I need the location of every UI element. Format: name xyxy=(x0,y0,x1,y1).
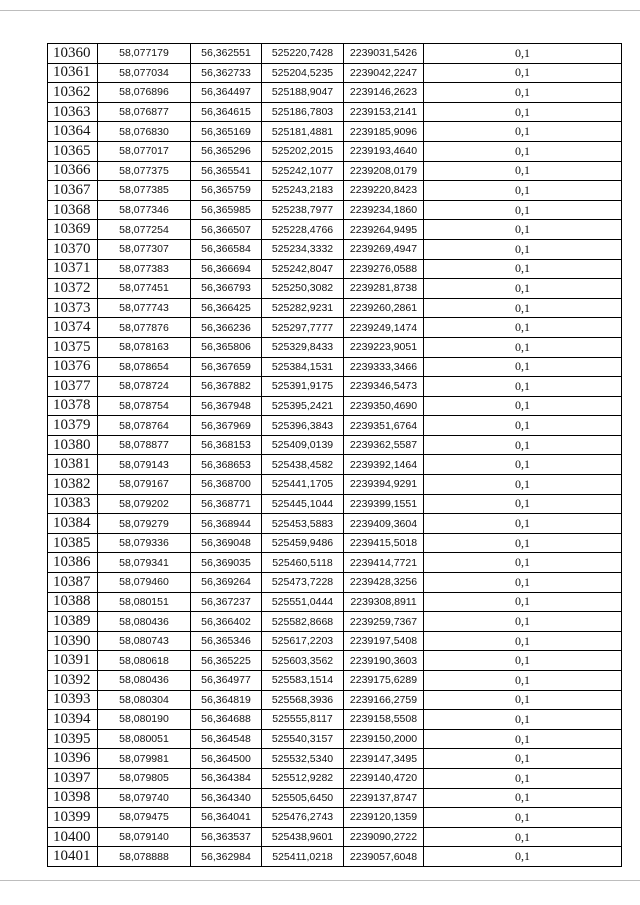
coord-y-cell: 2239208,0179 xyxy=(344,161,424,181)
point-number-cell: 10386 xyxy=(48,553,98,573)
longitude-cell: 56,364500 xyxy=(191,749,262,769)
latitude-cell: 58,079341 xyxy=(98,553,191,573)
longitude-cell: 56,368700 xyxy=(191,475,262,495)
coord-x-cell: 525583,1514 xyxy=(262,671,344,691)
table-row xyxy=(48,396,622,416)
latitude-cell: 58,080743 xyxy=(98,631,191,651)
tolerance-cell: 0,1 xyxy=(424,788,622,808)
coord-y-cell: 2239249,1474 xyxy=(344,318,424,338)
point-number-cell: 10373 xyxy=(48,298,98,318)
latitude-cell: 58,080190 xyxy=(98,710,191,730)
longitude-cell: 56,364615 xyxy=(191,102,262,122)
longitude-cell: 56,364819 xyxy=(191,690,262,710)
tolerance-cell: 0,1 xyxy=(424,239,622,259)
point-number-cell: 10383 xyxy=(48,494,98,514)
coord-x-cell: 525242,8047 xyxy=(262,259,344,279)
coord-x-cell: 525243,2183 xyxy=(262,181,344,201)
table-row xyxy=(48,83,622,103)
coord-x-cell: 525391,9175 xyxy=(262,377,344,397)
table-row xyxy=(48,455,622,475)
point-number-cell: 10361 xyxy=(48,63,98,83)
point-number-cell: 10390 xyxy=(48,631,98,651)
tolerance-cell: 0,1 xyxy=(424,592,622,612)
latitude-cell: 58,079805 xyxy=(98,768,191,788)
table-row xyxy=(48,573,622,593)
latitude-cell: 58,077876 xyxy=(98,318,191,338)
longitude-cell: 56,366425 xyxy=(191,298,262,318)
coord-y-cell: 2239158,5508 xyxy=(344,710,424,730)
longitude-cell: 56,364688 xyxy=(191,710,262,730)
table-row xyxy=(48,827,622,847)
tolerance-cell: 0,1 xyxy=(424,671,622,691)
point-number-cell: 10377 xyxy=(48,377,98,397)
coord-y-cell: 2239399,1551 xyxy=(344,494,424,514)
longitude-cell: 56,367948 xyxy=(191,396,262,416)
longitude-cell: 56,369048 xyxy=(191,533,262,553)
point-number-cell: 10387 xyxy=(48,573,98,593)
longitude-cell: 56,362551 xyxy=(191,44,262,64)
coord-x-cell: 525445,1044 xyxy=(262,494,344,514)
coord-y-cell: 2239090,2722 xyxy=(344,827,424,847)
table-row xyxy=(48,533,622,553)
latitude-cell: 58,078754 xyxy=(98,396,191,416)
tolerance-cell: 0,1 xyxy=(424,533,622,553)
latitude-cell: 58,078654 xyxy=(98,357,191,377)
tolerance-cell: 0,1 xyxy=(424,631,622,651)
longitude-cell: 56,362984 xyxy=(191,847,262,867)
coord-y-cell: 2239031,5426 xyxy=(344,44,424,64)
longitude-cell: 56,367969 xyxy=(191,416,262,436)
coord-y-cell: 2239308,8911 xyxy=(344,592,424,612)
coord-x-cell: 525617,2203 xyxy=(262,631,344,651)
point-number-cell: 10369 xyxy=(48,220,98,240)
longitude-cell: 56,365759 xyxy=(191,181,262,201)
point-number-cell: 10365 xyxy=(48,141,98,161)
coord-x-cell: 525188,9047 xyxy=(262,83,344,103)
coord-y-cell: 2239150,2000 xyxy=(344,729,424,749)
longitude-cell: 56,367237 xyxy=(191,592,262,612)
table-row xyxy=(48,808,622,828)
longitude-cell: 56,364041 xyxy=(191,808,262,828)
tolerance-cell: 0,1 xyxy=(424,514,622,534)
table-row xyxy=(48,318,622,338)
longitude-cell: 56,364977 xyxy=(191,671,262,691)
point-number-cell: 10378 xyxy=(48,396,98,416)
coord-x-cell: 525396,3843 xyxy=(262,416,344,436)
coord-x-cell: 525297,7777 xyxy=(262,318,344,338)
coord-x-cell: 525603,3562 xyxy=(262,651,344,671)
bottom-page-edge xyxy=(0,880,640,881)
coord-y-cell: 2239120,1359 xyxy=(344,808,424,828)
table-row xyxy=(48,671,622,691)
coord-y-cell: 2239362,5587 xyxy=(344,435,424,455)
table-row xyxy=(48,651,622,671)
point-number-cell: 10363 xyxy=(48,102,98,122)
point-number-cell: 10401 xyxy=(48,847,98,867)
coord-x-cell: 525473,7228 xyxy=(262,573,344,593)
coord-x-cell: 525228,4766 xyxy=(262,220,344,240)
point-number-cell: 10392 xyxy=(48,671,98,691)
longitude-cell: 56,368944 xyxy=(191,514,262,534)
latitude-cell: 58,077017 xyxy=(98,141,191,161)
latitude-cell: 58,076896 xyxy=(98,83,191,103)
longitude-cell: 56,365169 xyxy=(191,122,262,142)
tolerance-cell: 0,1 xyxy=(424,729,622,749)
latitude-cell: 58,077375 xyxy=(98,161,191,181)
tolerance-cell: 0,1 xyxy=(424,161,622,181)
table-row xyxy=(48,553,622,573)
table-row xyxy=(48,239,622,259)
table-row xyxy=(48,475,622,495)
coord-x-cell: 525453,5883 xyxy=(262,514,344,534)
coord-y-cell: 2239394,9291 xyxy=(344,475,424,495)
longitude-cell: 56,368653 xyxy=(191,455,262,475)
table-row xyxy=(48,220,622,240)
coord-y-cell: 2239146,2623 xyxy=(344,83,424,103)
coord-x-cell: 525551,0444 xyxy=(262,592,344,612)
tolerance-cell: 0,1 xyxy=(424,396,622,416)
coord-y-cell: 2239392,1464 xyxy=(344,455,424,475)
tolerance-cell: 0,1 xyxy=(424,357,622,377)
point-number-cell: 10374 xyxy=(48,318,98,338)
longitude-cell: 56,363537 xyxy=(191,827,262,847)
coord-x-cell: 525409,0139 xyxy=(262,435,344,455)
table-row xyxy=(48,494,622,514)
coord-x-cell: 525512,9282 xyxy=(262,768,344,788)
table-row xyxy=(48,298,622,318)
table-row xyxy=(48,631,622,651)
latitude-cell: 58,080151 xyxy=(98,592,191,612)
longitude-cell: 56,362733 xyxy=(191,63,262,83)
tolerance-cell: 0,1 xyxy=(424,475,622,495)
coord-x-cell: 525438,9601 xyxy=(262,827,344,847)
table-row xyxy=(48,44,622,64)
table-row xyxy=(48,357,622,377)
latitude-cell: 58,077254 xyxy=(98,220,191,240)
coord-y-cell: 2239140,4720 xyxy=(344,768,424,788)
latitude-cell: 58,077179 xyxy=(98,44,191,64)
point-number-cell: 10394 xyxy=(48,710,98,730)
longitude-cell: 56,366694 xyxy=(191,259,262,279)
latitude-cell: 58,078888 xyxy=(98,847,191,867)
tolerance-cell: 0,1 xyxy=(424,102,622,122)
latitude-cell: 58,079202 xyxy=(98,494,191,514)
latitude-cell: 58,079740 xyxy=(98,788,191,808)
latitude-cell: 58,078877 xyxy=(98,435,191,455)
point-number-cell: 10397 xyxy=(48,768,98,788)
tolerance-cell: 0,1 xyxy=(424,220,622,240)
coord-y-cell: 2239428,3256 xyxy=(344,573,424,593)
longitude-cell: 56,365985 xyxy=(191,200,262,220)
longitude-cell: 56,365806 xyxy=(191,337,262,357)
point-number-cell: 10364 xyxy=(48,122,98,142)
point-number-cell: 10391 xyxy=(48,651,98,671)
coord-x-cell: 525505,6450 xyxy=(262,788,344,808)
coord-x-cell: 525555,8117 xyxy=(262,710,344,730)
tolerance-cell: 0,1 xyxy=(424,455,622,475)
coord-x-cell: 525220,7428 xyxy=(262,44,344,64)
longitude-cell: 56,366584 xyxy=(191,239,262,259)
table-row xyxy=(48,690,622,710)
table-row xyxy=(48,612,622,632)
coord-x-cell: 525568,3936 xyxy=(262,690,344,710)
tolerance-cell: 0,1 xyxy=(424,847,622,867)
point-number-cell: 10396 xyxy=(48,749,98,769)
longitude-cell: 56,368153 xyxy=(191,435,262,455)
latitude-cell: 58,077346 xyxy=(98,200,191,220)
coord-y-cell: 2239260,2861 xyxy=(344,298,424,318)
latitude-cell: 58,080436 xyxy=(98,612,191,632)
table-row xyxy=(48,63,622,83)
point-number-cell: 10385 xyxy=(48,533,98,553)
coord-y-cell: 2239409,3604 xyxy=(344,514,424,534)
tolerance-cell: 0,1 xyxy=(424,690,622,710)
coord-x-cell: 525395,2421 xyxy=(262,396,344,416)
coord-x-cell: 525532,5340 xyxy=(262,749,344,769)
longitude-cell: 56,365296 xyxy=(191,141,262,161)
latitude-cell: 58,079460 xyxy=(98,573,191,593)
point-number-cell: 10375 xyxy=(48,337,98,357)
point-number-cell: 10376 xyxy=(48,357,98,377)
table-row xyxy=(48,435,622,455)
coord-y-cell: 2239185,9096 xyxy=(344,122,424,142)
tolerance-cell: 0,1 xyxy=(424,416,622,436)
point-number-cell: 10367 xyxy=(48,181,98,201)
coord-x-cell: 525411,0218 xyxy=(262,847,344,867)
table-row xyxy=(48,102,622,122)
point-number-cell: 10389 xyxy=(48,612,98,632)
coord-y-cell: 2239223,9051 xyxy=(344,337,424,357)
latitude-cell: 58,079981 xyxy=(98,749,191,769)
table-row xyxy=(48,749,622,769)
tolerance-cell: 0,1 xyxy=(424,298,622,318)
coord-x-cell: 525441,1705 xyxy=(262,475,344,495)
tolerance-cell: 0,1 xyxy=(424,377,622,397)
coord-y-cell: 2239193,4640 xyxy=(344,141,424,161)
coord-y-cell: 2239042,2247 xyxy=(344,63,424,83)
longitude-cell: 56,366793 xyxy=(191,279,262,299)
coord-x-cell: 525384,1531 xyxy=(262,357,344,377)
latitude-cell: 58,077383 xyxy=(98,259,191,279)
latitude-cell: 58,079475 xyxy=(98,808,191,828)
longitude-cell: 56,366507 xyxy=(191,220,262,240)
coord-x-cell: 525438,4582 xyxy=(262,455,344,475)
point-number-cell: 10398 xyxy=(48,788,98,808)
coord-y-cell: 2239414,7721 xyxy=(344,553,424,573)
tolerance-cell: 0,1 xyxy=(424,553,622,573)
point-number-cell: 10388 xyxy=(48,592,98,612)
longitude-cell: 56,364497 xyxy=(191,83,262,103)
tolerance-cell: 0,1 xyxy=(424,494,622,514)
top-page-edge xyxy=(0,10,640,11)
latitude-cell: 58,077451 xyxy=(98,279,191,299)
coord-y-cell: 2239137,8747 xyxy=(344,788,424,808)
latitude-cell: 58,076877 xyxy=(98,102,191,122)
tolerance-cell: 0,1 xyxy=(424,827,622,847)
latitude-cell: 58,076830 xyxy=(98,122,191,142)
coord-y-cell: 2239197,5408 xyxy=(344,631,424,651)
coord-x-cell: 525238,7977 xyxy=(262,200,344,220)
point-number-cell: 10393 xyxy=(48,690,98,710)
coord-y-cell: 2239269,4947 xyxy=(344,239,424,259)
coord-y-cell: 2239057,6048 xyxy=(344,847,424,867)
coord-x-cell: 525181,4881 xyxy=(262,122,344,142)
point-number-cell: 10371 xyxy=(48,259,98,279)
coord-y-cell: 2239276,0588 xyxy=(344,259,424,279)
tolerance-cell: 0,1 xyxy=(424,259,622,279)
tolerance-cell: 0,1 xyxy=(424,651,622,671)
longitude-cell: 56,364384 xyxy=(191,768,262,788)
table-row xyxy=(48,377,622,397)
coord-x-cell: 525242,1077 xyxy=(262,161,344,181)
coord-y-cell: 2239220,8423 xyxy=(344,181,424,201)
point-number-cell: 10400 xyxy=(48,827,98,847)
coord-x-cell: 525476,2743 xyxy=(262,808,344,828)
tolerance-cell: 0,1 xyxy=(424,337,622,357)
latitude-cell: 58,077034 xyxy=(98,63,191,83)
tolerance-cell: 0,1 xyxy=(424,181,622,201)
latitude-cell: 58,079143 xyxy=(98,455,191,475)
latitude-cell: 58,078163 xyxy=(98,337,191,357)
longitude-cell: 56,366402 xyxy=(191,612,262,632)
longitude-cell: 56,367659 xyxy=(191,357,262,377)
latitude-cell: 58,080436 xyxy=(98,671,191,691)
table-row xyxy=(48,181,622,201)
table-row xyxy=(48,768,622,788)
tolerance-cell: 0,1 xyxy=(424,749,622,769)
latitude-cell: 58,080304 xyxy=(98,690,191,710)
longitude-cell: 56,365225 xyxy=(191,651,262,671)
tolerance-cell: 0,1 xyxy=(424,808,622,828)
table-row xyxy=(48,710,622,730)
tolerance-cell: 0,1 xyxy=(424,710,622,730)
point-number-cell: 10360 xyxy=(48,44,98,64)
coord-y-cell: 2239415,5018 xyxy=(344,533,424,553)
latitude-cell: 58,079336 xyxy=(98,533,191,553)
coord-x-cell: 525186,7803 xyxy=(262,102,344,122)
coordinates-table-body xyxy=(48,44,622,867)
longitude-cell: 56,369035 xyxy=(191,553,262,573)
table-row xyxy=(48,122,622,142)
longitude-cell: 56,367882 xyxy=(191,377,262,397)
coord-y-cell: 2239264,9495 xyxy=(344,220,424,240)
longitude-cell: 56,366236 xyxy=(191,318,262,338)
point-number-cell: 10381 xyxy=(48,455,98,475)
latitude-cell: 58,078724 xyxy=(98,377,191,397)
latitude-cell: 58,077307 xyxy=(98,239,191,259)
coord-y-cell: 2239234,1860 xyxy=(344,200,424,220)
point-number-cell: 10366 xyxy=(48,161,98,181)
latitude-cell: 58,077385 xyxy=(98,181,191,201)
tolerance-cell: 0,1 xyxy=(424,318,622,338)
coord-x-cell: 525250,3082 xyxy=(262,279,344,299)
point-number-cell: 10395 xyxy=(48,729,98,749)
longitude-cell: 56,365541 xyxy=(191,161,262,181)
table-row xyxy=(48,416,622,436)
coord-x-cell: 525459,9486 xyxy=(262,533,344,553)
coord-x-cell: 525460,5118 xyxy=(262,553,344,573)
longitude-cell: 56,368771 xyxy=(191,494,262,514)
tolerance-cell: 0,1 xyxy=(424,279,622,299)
point-number-cell: 10384 xyxy=(48,514,98,534)
coord-y-cell: 2239281,8738 xyxy=(344,279,424,299)
point-number-cell: 10380 xyxy=(48,435,98,455)
coord-y-cell: 2239351,6764 xyxy=(344,416,424,436)
tolerance-cell: 0,1 xyxy=(424,122,622,142)
latitude-cell: 58,078764 xyxy=(98,416,191,436)
table-row xyxy=(48,592,622,612)
latitude-cell: 58,077743 xyxy=(98,298,191,318)
point-number-cell: 10362 xyxy=(48,83,98,103)
coord-y-cell: 2239153,2141 xyxy=(344,102,424,122)
latitude-cell: 58,080051 xyxy=(98,729,191,749)
longitude-cell: 56,364548 xyxy=(191,729,262,749)
table-row xyxy=(48,259,622,279)
latitude-cell: 58,079167 xyxy=(98,475,191,495)
point-number-cell: 10399 xyxy=(48,808,98,828)
table-row xyxy=(48,200,622,220)
latitude-cell: 58,080618 xyxy=(98,651,191,671)
coord-y-cell: 2239190,3603 xyxy=(344,651,424,671)
tolerance-cell: 0,1 xyxy=(424,44,622,64)
latitude-cell: 58,079279 xyxy=(98,514,191,534)
point-number-cell: 10382 xyxy=(48,475,98,495)
coord-y-cell: 2239147,3495 xyxy=(344,749,424,769)
table-row xyxy=(48,514,622,534)
table-row xyxy=(48,161,622,181)
tolerance-cell: 0,1 xyxy=(424,435,622,455)
tolerance-cell: 0,1 xyxy=(424,612,622,632)
tolerance-cell: 0,1 xyxy=(424,63,622,83)
longitude-cell: 56,369264 xyxy=(191,573,262,593)
point-number-cell: 10368 xyxy=(48,200,98,220)
tolerance-cell: 0,1 xyxy=(424,200,622,220)
coord-x-cell: 525234,3332 xyxy=(262,239,344,259)
longitude-cell: 56,364340 xyxy=(191,788,262,808)
coord-x-cell: 525540,3157 xyxy=(262,729,344,749)
coord-y-cell: 2239333,3466 xyxy=(344,357,424,377)
tolerance-cell: 0,1 xyxy=(424,573,622,593)
coord-x-cell: 525329,8433 xyxy=(262,337,344,357)
coord-x-cell: 525582,8668 xyxy=(262,612,344,632)
coord-y-cell: 2239346,5473 xyxy=(344,377,424,397)
tolerance-cell: 0,1 xyxy=(424,141,622,161)
table-row xyxy=(48,279,622,299)
table-row xyxy=(48,847,622,867)
point-number-cell: 10379 xyxy=(48,416,98,436)
table-row xyxy=(48,729,622,749)
table-row xyxy=(48,788,622,808)
point-number-cell: 10370 xyxy=(48,239,98,259)
table-row xyxy=(48,337,622,357)
tolerance-cell: 0,1 xyxy=(424,768,622,788)
coord-x-cell: 525204,5235 xyxy=(262,63,344,83)
coord-x-cell: 525202,2015 xyxy=(262,141,344,161)
latitude-cell: 58,079140 xyxy=(98,827,191,847)
coordinates-table xyxy=(47,43,622,867)
coord-y-cell: 2239350,4690 xyxy=(344,396,424,416)
coord-y-cell: 2239166,2759 xyxy=(344,690,424,710)
coord-x-cell: 525282,9231 xyxy=(262,298,344,318)
longitude-cell: 56,365346 xyxy=(191,631,262,651)
coord-y-cell: 2239259,7367 xyxy=(344,612,424,632)
coord-y-cell: 2239175,6289 xyxy=(344,671,424,691)
point-number-cell: 10372 xyxy=(48,279,98,299)
table-row xyxy=(48,141,622,161)
tolerance-cell: 0,1 xyxy=(424,83,622,103)
